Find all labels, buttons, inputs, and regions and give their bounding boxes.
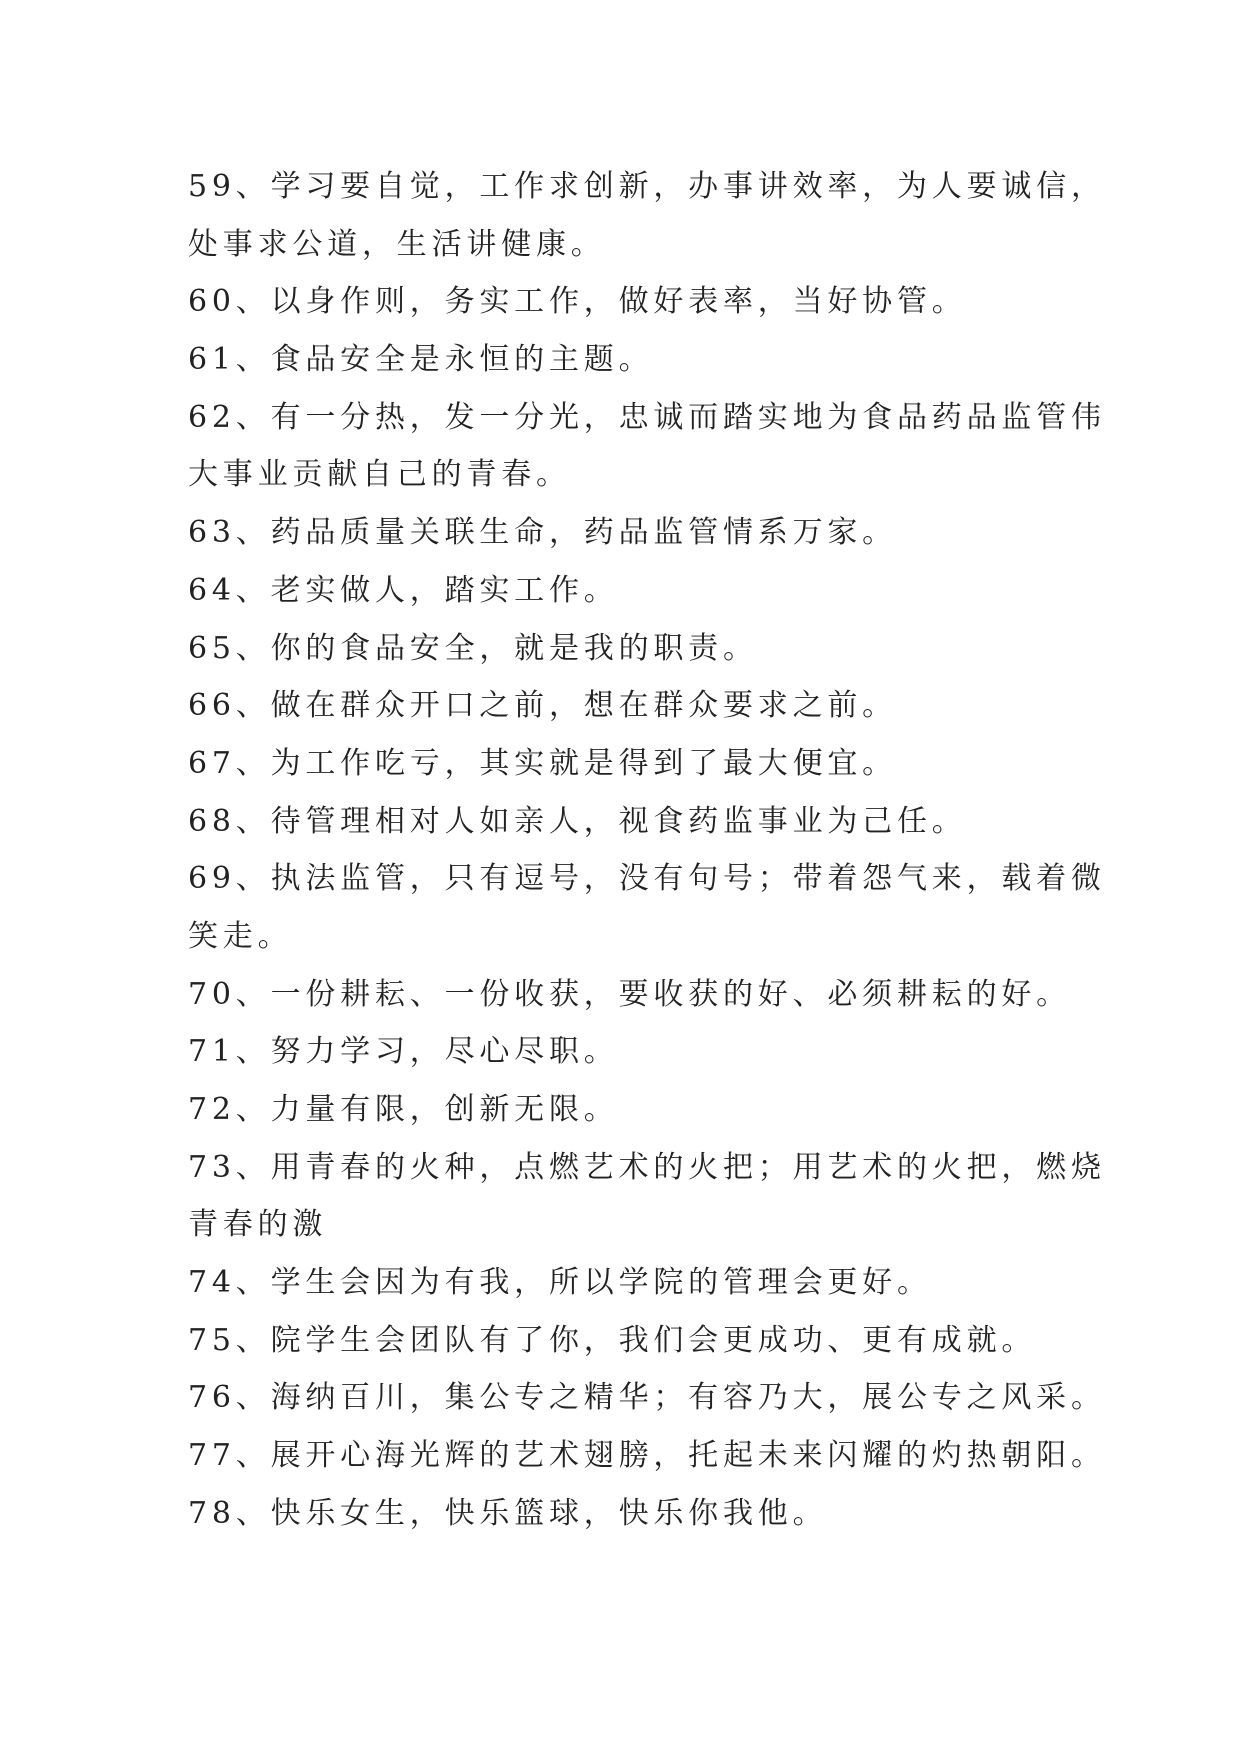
- text-line: 73、用青春的火种，点燃艺术的火把；用艺术的火把，燃烧: [188, 1149, 1106, 1185]
- text-line: 72、力量有限，创新无限。: [188, 1092, 619, 1127]
- text-line: 63、药品质量关联生命，药品监管情系万家。: [188, 515, 897, 551]
- text-line: 74、学生会因为有我，所以学院的管理会更好。: [188, 1265, 932, 1301]
- text-line: 66、做在群众开口之前，想在群众要求之前。: [188, 688, 897, 724]
- text-line: 76、海纳百川，集公专之精华；有容乃大，展公专之风采。: [188, 1380, 1106, 1416]
- text-line: 60、以身作则，务实工作，做好表率，当好协管。: [188, 284, 967, 320]
- text-line: 59、学习要自觉，工作求创新，办事讲效率，为人要诚信，: [188, 169, 1106, 204]
- text-line: 69、执法监管，只有逗号，没有句号；带着怨气来，载着微: [188, 861, 1106, 897]
- text-line: 61、食品安全是永恒的主题。: [188, 342, 654, 378]
- text-line: 大事业贡献自己的青春。: [188, 457, 571, 493]
- text-line: 青春的激: [188, 1207, 328, 1243]
- text-line: 64、老实做人，踏实工作。: [188, 572, 619, 608]
- text-line: 处事求公道，生活讲健康。: [188, 226, 606, 262]
- text-line: 70、一份耕耘、一份收获，要收获的好、必须耕耘的好。: [188, 976, 1071, 1012]
- text-line: 笑走。: [188, 918, 293, 954]
- slogan-list: [188, 158, 1106, 1543]
- text-line: 62、有一分热，发一分光，忠诚而踏实地为食品药品监管伟: [188, 399, 1106, 435]
- text-line: 78、快乐女生，快乐篮球，快乐你我他。: [188, 1495, 828, 1531]
- text-line: 68、待管理相对人如亲人，视食药监事业为己任。: [188, 803, 967, 839]
- text-line: 75、院学生会团队有了你，我们会更成功、更有成就。: [188, 1322, 1037, 1358]
- text-line: 65、你的食品安全，就是我的职责。: [188, 630, 758, 666]
- text-line: 67、为工作吃亏，其实就是得到了最大便宜。: [188, 745, 897, 781]
- text-line: 77、展开心海光辉的艺术翅膀，托起未来闪耀的灼热朝阳。: [188, 1438, 1106, 1474]
- text-line: 71、努力学习，尽心尽职。: [188, 1034, 619, 1070]
